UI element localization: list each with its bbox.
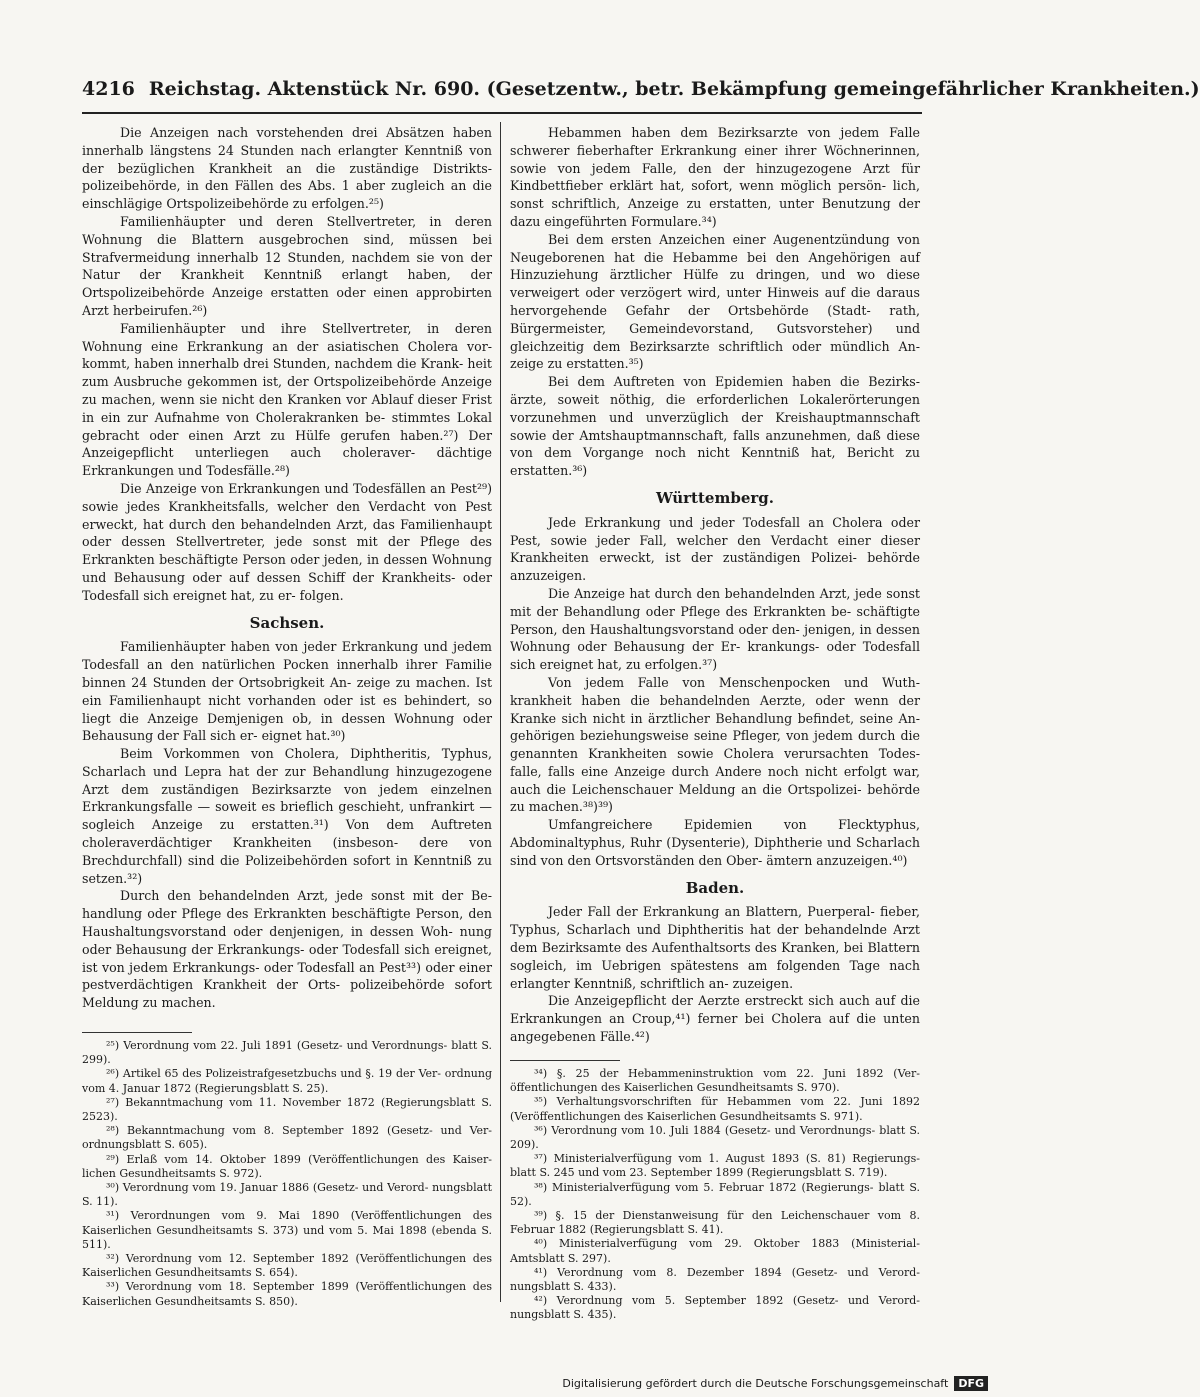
footnote: ³⁸) Ministerialverfügung vom 5. Februar 1872 (Regierungs- blatt S. 52). [510,1180,920,1208]
page-number: 4216 [82,78,135,100]
section-heading-sachsen: Sachsen. [249,613,325,632]
section-heading-wuerttemberg: Württemberg. [656,488,774,507]
paragraph: Die Anzeigen nach vorstehenden drei Absätzen haben innerhalb längstens 24 Stunden nach erlangter Kenntniß von der bezüglichen Krankheit an die zuständige Distrikts- polizeibehörde, in den Fällen des Abs. 1 aber zugleich an die einschlägige Ortspolizeibehörde zu erfolgen.²⁵) [82,125,492,212]
paragraph: Beim Vorkommen von Cholera, Diphtheritis, Typhus, Scharlach und Lepra hat der zur Behandlung hinzugezogene Arzt dem zuständigen Bezirksarzte von jedem einzelnen Erkrankungsfalle — soweit es brieflich geschieht, unfrankirt — sogleich Anzeige zu erstatten.³¹) Von dem Auftreten choleraverdächtiger Krankheiten (insbeson- dere von Brechdurchfall) sind die Polizeibehörden sofort in Kenntniß zu setzen.³²) [82,746,492,886]
footnote-rule [82,1032,192,1033]
footnote-rule [510,1060,620,1061]
paragraph: Familienhäupter haben von jeder Erkrankung und jedem Todesfall an den natürlichen Pocken innerhalb ihrer Familie binnen 24 Stunden der Ortsobrigkeit An- zeige zu machen. Ist ein Familienhaupt nicht vorhanden oder ist es behindert, so liegt die Anzeige Demjenigen ob, in dessen Wohnung oder Behausung der Fall sich er- eignet hat.³⁰) [82,639,492,744]
paragraph: Die Anzeige hat durch den behandelnden Arzt, jede sonst mit der Behandlung oder Pflege des Erkrankten be- schäftigte Person, den Haushaltungsvorstand oder den- jenigen, in dessen Wohnung oder Behausung der Er- krankungs- oder Todesfall sich ereignet hat, zu erfolgen.³⁷) [510,585,920,673]
paragraph: Hebammen haben dem Bezirksarzte von jedem Falle schwerer fieberhafter Erkrankung einer ihrer Wöchnerinnen, sowie von jedem Falle, den der hinzugezogene Arzt für Kindbettfieber erklärt hat, sofort, wenn möglich persön- lich, sonst schriftlich, Anzeige zu erstatten, unter Benutzung der dazu eingeführten Formulare.³⁴) [510,125,920,229]
paragraph: Familienhäupter und ihre Stellvertreter, in deren Wohnung eine Erkrankung an der asiatischen Cholera vor- kommt, haben innerhalb drei Stunden, nachdem die Krank- heit zum Ausbruche gekommen ist, der Ortspolizeibehörde Anzeige zu machen, wenn sie nicht den Kranken vor Ablauf dieser Frist in ein zur Aufnahme von Cholerakranken be- stimmtes Lokal gebracht oder einen Arzt zu Hülfe gerufen haben.²⁷) Der Anzeigepflicht unterliegen auch choleraver- dächtige Erkrankungen und Todesfälle.²⁸) [82,320,492,479]
right-footnotes [510,1046,920,1323]
column-divider [500,122,501,1302]
footnote: ³⁵) Verhaltungsvorschriften für Hebammen vom 22. Juni 1892 (Veröffentlichungen des Kaiserlichen Gesundheitsamts S. 971). [510,1095,920,1123]
paragraph: Die Anzeigepflicht der Aerzte erstreckt sich auch auf die Erkrankungen an Croup,⁴¹) ferner bei Cholera auf die unten angegebenen Fälle.⁴²) [510,993,920,1045]
footnote: ³⁶) Verordnung vom 10. Juli 1884 (Gesetz- und Verordnungs- blatt S. 209). [510,1123,920,1152]
paragraph: Die Anzeige von Erkrankungen und Todesfällen an Pest²⁹) sowie jedes Krankheitsfalls, welcher den Verdacht von Pest erweckt, hat durch den behandelnden Arzt, das Familienhaupt oder dessen Stellvertreter, jede sonst mit der Pflege des Erkrankten beschäftigte Person oder jeden, in dessen Wohnung und Behausung oder auf dessen Schiff der Krankheits- oder Todesfall sich ereignet hat, zu er- folgen. [82,480,492,603]
right-column [510,124,920,1046]
footnote: ³²) Verordnung vom 12. September 1892 (Veröffentlichungen des Kaiserlichen Gesundheitsamts S. 654). [82,1252,492,1280]
paragraph: Jede Erkrankung und jeder Todesfall an Cholera oder Pest, sowie jeder Fall, welcher den Verdacht einer dieser Krankheiten erweckt, ist der zuständigen Polizei- behörde anzuzeigen. [510,514,920,584]
paragraph: Bei dem Auftreten von Epidemien haben die Bezirks- ärzte, soweit nöthig, die erforderlichen Lokalerörterungen vorzunehmen und unverzüglich der Kreishauptmannschaft sowie der Amtshauptmannschaft, falls anzunehmen, daß diese von dem Vorgange noch nicht Kenntniß hat, Bericht zu erstatten.³⁶) [510,374,920,479]
footnote: ³⁴) §. 25 der Hebammeninstruktion vom 22. Juni 1892 (Ver- öffentlichungen des Kaiserlichen Gesundheitsamts S. 970). [510,1067,920,1095]
paragraph: Familienhäupter und deren Stellvertreter, in deren Wohnung die Blattern ausgebrochen sind, müssen bei Strafvermeidung innerhalb 12 Stunden, nachdem sie von der Natur der Krankheit Kenntniß erlangt haben, der Ortspolizeibehörde Anzeige erstatten oder einen approbirten Arzt herbeirufen.²⁶) [82,213,492,318]
header-rule [82,112,922,114]
footer-text: Digitalisierung gefördert durch die Deutsche Forschungsgemeinschaft [562,1377,949,1390]
footnote: ³⁰) Verordnung vom 19. Januar 1886 (Gesetz- und Verord- nungsblatt S. 11). [82,1181,492,1209]
footnote: ²⁹) Erlaß vom 14. Oktober 1899 (Veröffentlichungen des Kaiser- lichen Gesundheitsamts S. 972). [82,1152,492,1180]
left-column [82,124,492,1012]
footnote: ²⁶) Artikel 65 des Polizeistrafgesetzbuchs und §. 19 der Ver- ordnung vom 4. Januar 1872 (Regierungsblatt S. 25). [82,1067,492,1095]
dfg-logo: DFG [954,1376,988,1391]
page-header [82,78,1200,100]
footnote: ²⁵) Verordnung vom 22. Juli 1891 (Gesetz- und Verordnungs- blatt S. 299). [82,1039,492,1067]
footnote: ⁴¹) Verordnung vom 8. Dezember 1894 (Gesetz- und Verord- nungsblatt S. 433). [510,1265,920,1294]
paragraph: Bei dem ersten Anzeichen einer Augenentzündung von Neugeborenen hat die Hebamme bei den Angehörigen auf Hinzuziehung ärztlicher Hülfe zu dringen, und wo diese verweigert oder verzögert wird, unter Hinweis auf die daraus hervorgehende Gefahr der Ortsbehörde (Stadt- rath, Bürgermeister, Gemeindevorstand, Gutsvorsteher) und gleichzeitig dem Bezirksarzte schriftlich oder mündlich An- zeige zu erstatten.³⁵) [510,231,920,372]
paragraph: Durch den behandelnden Arzt, jede sonst mit der Be- handlung oder Pflege des Erkrankten beschäftigte Person, den Haushaltungsvorstand oder denjenigen, in dessen Woh- nung oder Behausung der Erkrankungs- oder Todesfall sich ereignet, ist von jedem Erkrankungs- oder Todesfall an Pest³³) oder einer pestverdächtigen Krankheit der Orts- polizeibehörde sofort Meldung zu machen. [82,888,492,1011]
digitization-footer [562,1376,988,1391]
paragraph: Von jedem Falle von Menschenpocken und Wuth- krankheit haben die behandelnden Aerzte, oder wenn der Kranke sich nicht in ärztlicher Behandlung befindet, seine An- gehörigen beziehungsweise seine Pfleger, von jedem durch die genannten Krankheiten sowie Cholera verursachten Todes- falle, falls eine Anzeige durch Andere noch nicht erfolgt war, auch die Leichenschauer Meldung an die Ortspolizei- behörde zu machen.³⁸)³⁹) [510,674,920,815]
footnote: ³⁷) Ministerialverfügung vom 1. August 1893 (S. 81) Regierungs- blatt S. 245 und vom 23. September 1899 (Regierungsblatt S. 719). [510,1152,920,1180]
footnote: ³¹) Verordnungen vom 9. Mai 1890 (Veröffentlichungen des Kaiserlichen Gesundheitsamts S. 373) und vom 5. Mai 1898 (ebenda S. 511). [82,1209,492,1251]
footnote: ³³) Verordnung vom 18. September 1899 (Veröffentlichungen des Kaiserlichen Gesundheitsamts S. 850). [82,1280,492,1308]
footnote: ⁴⁰) Ministerialverfügung vom 29. Oktober 1883 (Ministerial- Amtsblatt S. 297). [510,1237,920,1265]
paragraph: Jeder Fall der Erkrankung an Blattern, Puerperal- fieber, Typhus, Scharlach und Diphtheritis hat der behandelnde Arzt dem Bezirksamte des Aufenthaltsorts des Kranken, bei Blattern sogleich, im Uebrigen spätestens am folgenden Tage nach erlangter Kenntniß, schriftlich an- zuzeigen. [510,904,920,991]
footnote: ³⁹) §. 15 der Dienstanweisung für den Leichenschauer vom 8. Februar 1882 (Regierungsblatt S. 41). [510,1209,920,1237]
left-footnotes [82,1018,492,1309]
footnote: ²⁷) Bekanntmachung vom 11. November 1872 (Regierungsblatt S. 2523). [82,1095,492,1124]
paragraph: Umfangreichere Epidemien von Flecktyphus, Abdominaltyphus, Ruhr (Dysenterie), Diphtherie und Scharlach sind von den Ortsvorständen den Ober- ämtern anzuzeigen.⁴⁰) [510,817,920,868]
page-title: Reichstag. Aktenstück Nr. 690. (Gesetzentw., betr. Bekämpfung gemeingefährlicher Krankheiten.) [148,78,1200,100]
footnote: ²⁸) Bekanntmachung vom 8. September 1892 (Gesetz- und Ver- ordnungsblatt S. 605). [82,1124,492,1152]
section-heading-baden: Baden. [685,878,745,897]
footnote: ⁴²) Verordnung vom 5. September 1892 (Gesetz- und Verord- nungsblatt S. 435). [510,1294,920,1322]
